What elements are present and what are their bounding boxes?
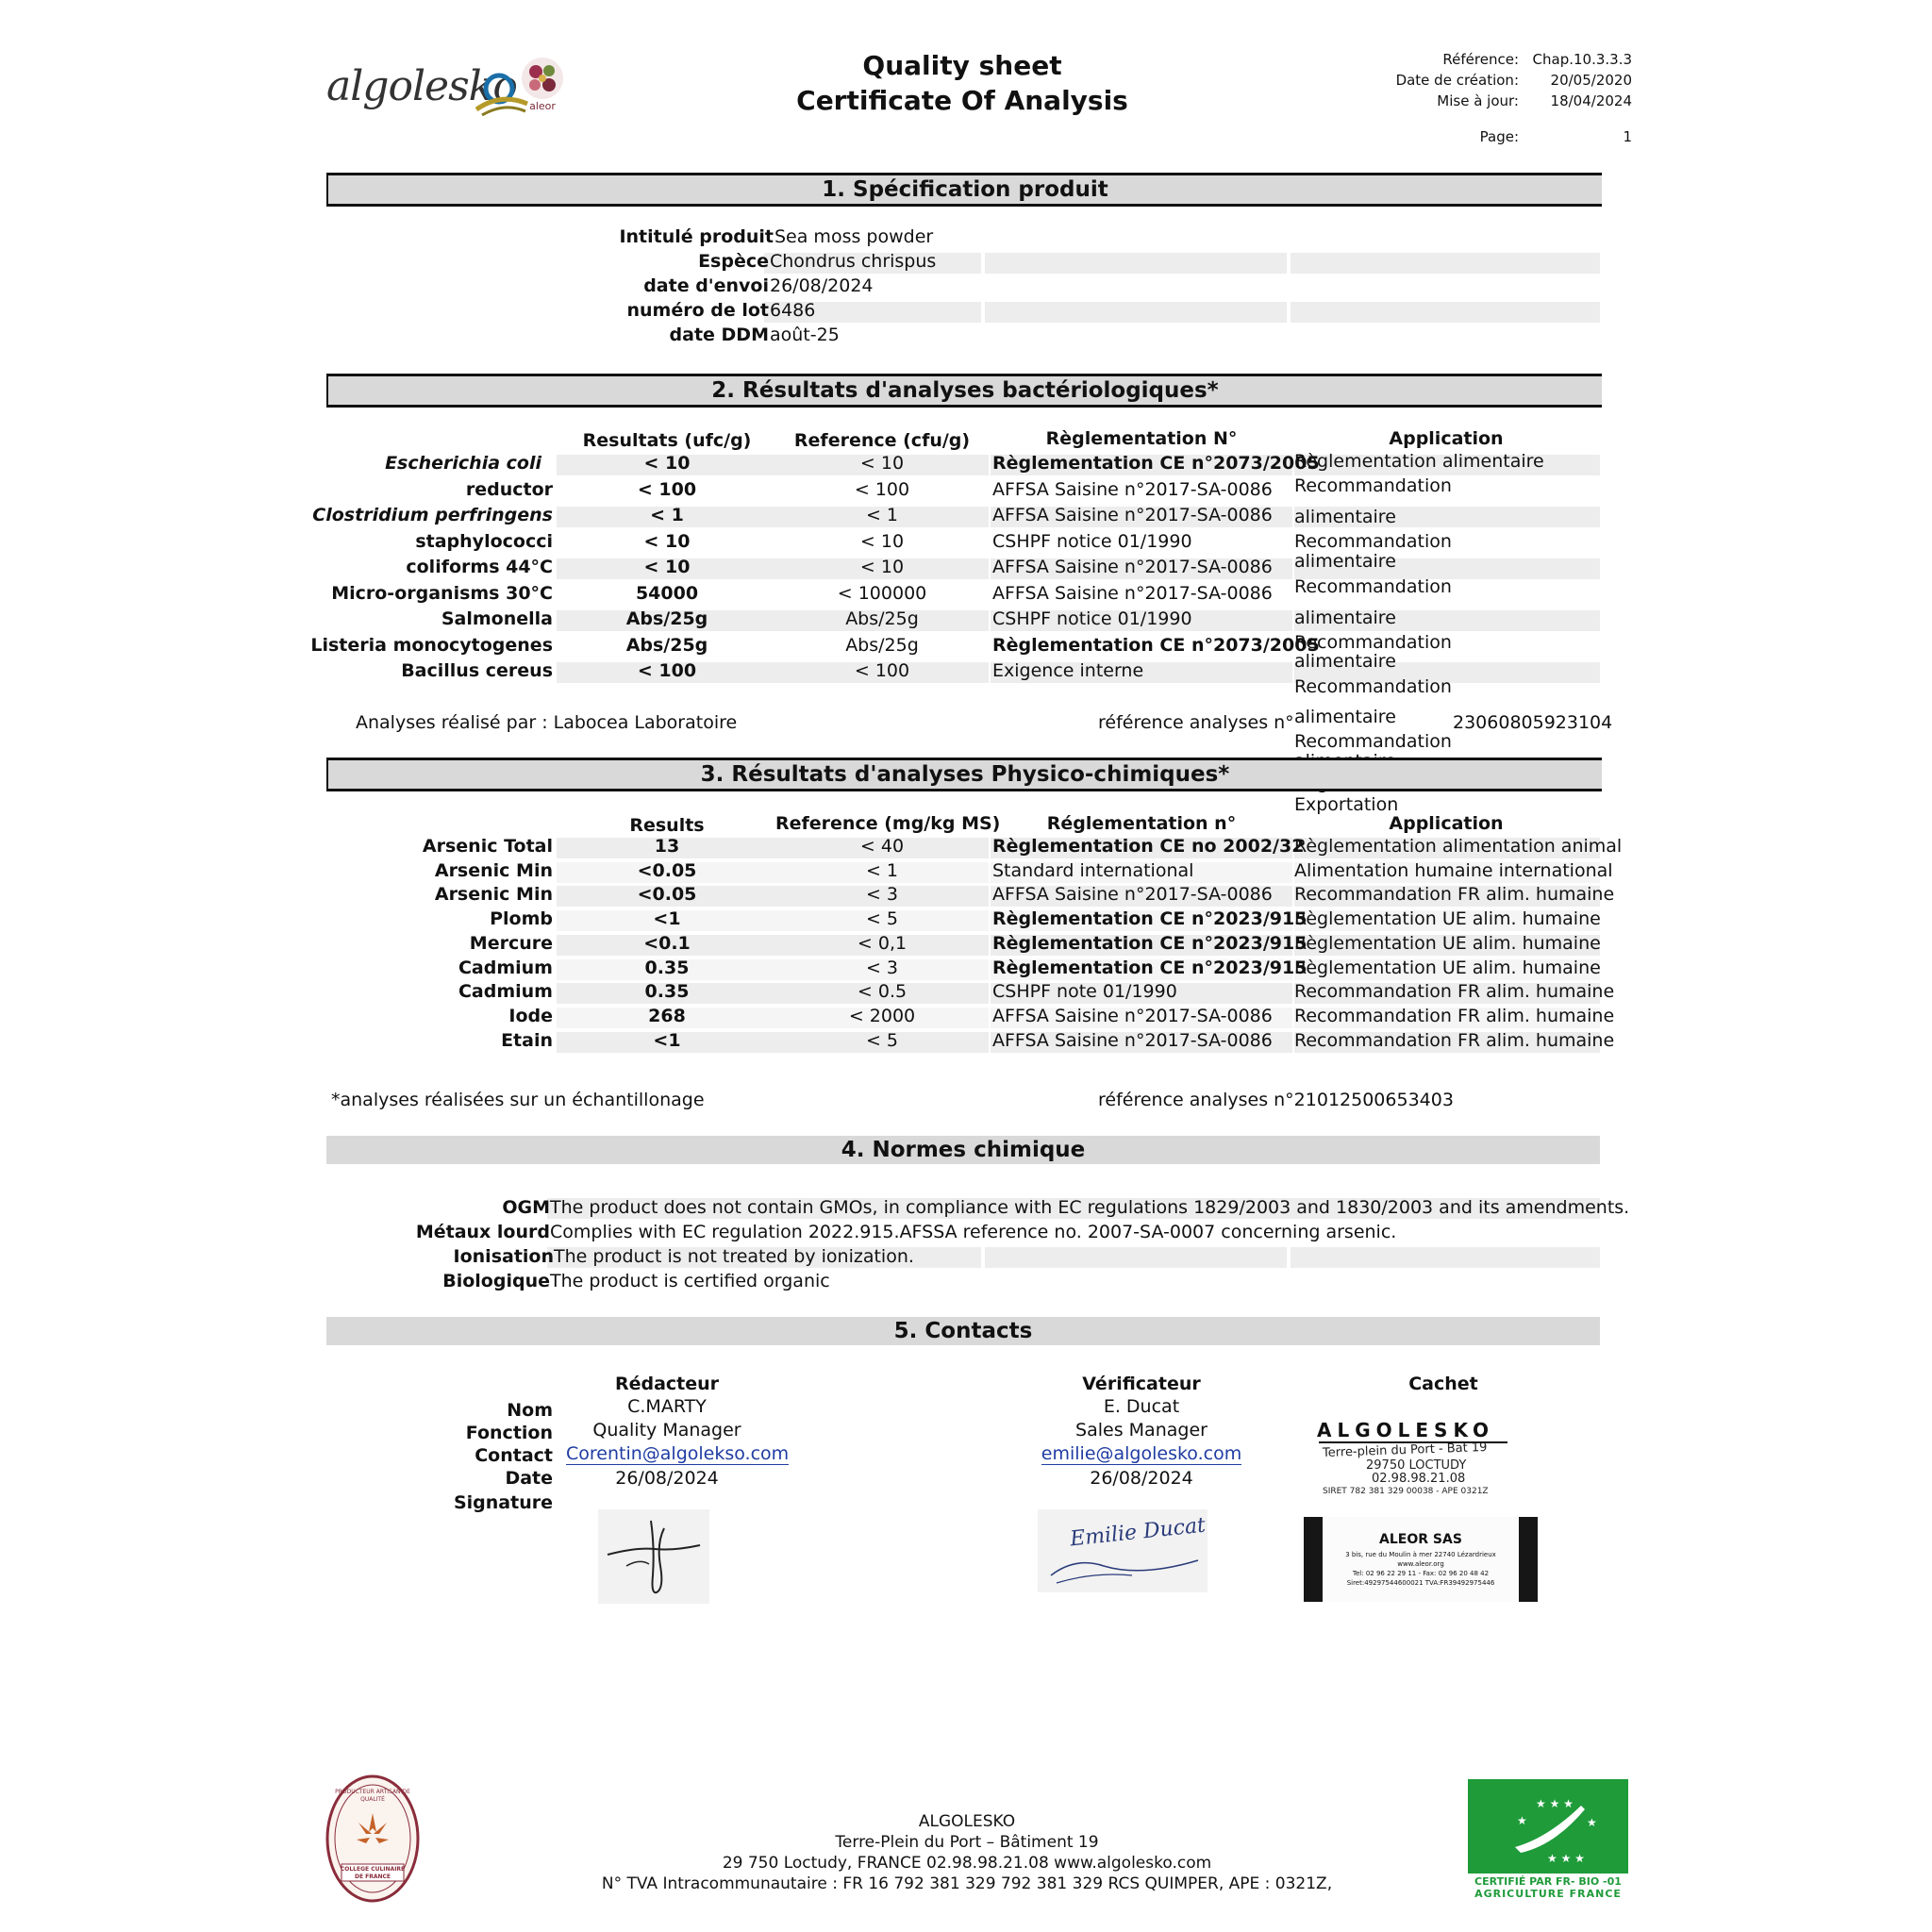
s1-bg-row4b <box>985 302 1287 323</box>
meta-label-reference: Référence: <box>1442 51 1519 68</box>
aleor-flower-icon <box>519 55 566 102</box>
s3-col-regulation: Réglementation n° <box>1046 813 1237 834</box>
verificateur-name: E. Ducat <box>1103 1396 1180 1417</box>
bact-regulation: Règlementation CE n°2073/2005 <box>992 453 1320 474</box>
bact-application-line: alimentaire <box>1294 608 1396 628</box>
bact-result: 54000 <box>635 583 699 604</box>
page-label: Page: <box>1479 128 1519 145</box>
col-redacteur: Rédacteur <box>614 1374 720 1394</box>
page-number: 1 <box>1623 128 1632 145</box>
phys-application: Règlementation UE alim. humaine <box>1294 933 1601 954</box>
bact-result: < 100 <box>637 660 697 681</box>
stamp2-line5: Siret:49297544600021 TVA:FR39492975446 <box>1346 1579 1495 1587</box>
bact-regulation: AFFSA Saisine n°2017-SA-0086 <box>992 505 1273 525</box>
logo-text: algolesko <box>326 62 517 110</box>
bact-application-line: alimentaire <box>1294 551 1396 572</box>
bact-reference: < 10 <box>859 453 905 474</box>
verificateur-contact-wrap <box>1038 1443 1245 1465</box>
spec-value-ddm: août-25 <box>770 325 840 345</box>
phys-reference: < 3 <box>865 884 899 905</box>
phys-regulation: AFFSA Saisine n°2017-SA-0086 <box>992 1006 1273 1026</box>
doc-title-line1: Quality sheet <box>862 50 1062 81</box>
redacteur-function: Quality Manager <box>592 1420 741 1441</box>
bact-reference: < 100 <box>854 660 910 681</box>
svg-text:★ ★ ★: ★ ★ ★ <box>1547 1852 1585 1865</box>
contact-label-name: Nom <box>507 1400 553 1421</box>
footer-city: 29 750 Loctudy, FRANCE 02.98.98.21.08 www.algolesko.com <box>722 1854 1212 1873</box>
svg-text:★ ★ ★: ★ ★ ★ <box>1536 1797 1574 1810</box>
phys-regulation: Standard international <box>992 860 1194 881</box>
norm-label-metals: Métaux lourd <box>415 1222 550 1242</box>
bact-reference: < 1 <box>865 505 899 525</box>
phys-analyte-name: Arsenic Total <box>422 836 553 857</box>
section2-title: 2. Résultats d'analyses bactériologiques* <box>326 374 1602 408</box>
phys-reference: < 5 <box>865 1030 899 1051</box>
phys-analyte-name: Cadmium <box>458 958 553 978</box>
stamp-aleor <box>1304 1517 1538 1602</box>
phys-result: <0.05 <box>637 884 697 905</box>
phys-regulation: Règlementation CE n°2023/915 <box>992 933 1307 954</box>
stamp2-line1: ALEOR SAS <box>1379 1532 1462 1547</box>
bact-reference: < 100000 <box>837 583 927 604</box>
bact-application-line: Recommandation <box>1294 475 1452 496</box>
meta-label-update: Mise à jour: <box>1437 92 1519 109</box>
s1-bg-row4c <box>1291 302 1600 323</box>
bact-analyte-name: coliforms 44°C <box>406 557 553 577</box>
phys-analyte-name: Arsenic Min <box>434 884 553 905</box>
stamp2-bar-left <box>1304 1517 1323 1602</box>
footer-address: Terre-Plein du Port – Bâtiment 19 <box>835 1833 1099 1852</box>
phys-application: Recommandation FR alim. humaine <box>1294 1030 1615 1051</box>
s3-col-result: Results <box>629 815 705 836</box>
phys-reference: < 0,1 <box>857 933 908 954</box>
bact-application-line: Exportation <box>1294 794 1399 815</box>
footnote-sampling: *analyses réalisées sur un échantillonage <box>331 1090 705 1110</box>
footer-vat: N° TVA Intracommunautaire : FR 16 792 381 329 792 381 329 RCS QUIMPER, APE : 0321Z, <box>601 1874 1333 1893</box>
meta-value-update: 18/04/2024 <box>1550 92 1632 109</box>
aleor-logo <box>519 55 566 117</box>
s2-col-result: Resultats (ufc/g) <box>582 430 752 451</box>
phys-result: 0.35 <box>644 981 690 1002</box>
bact-analyte-name: staphylococci <box>415 531 553 552</box>
stamp2-bar-right <box>1519 1517 1538 1602</box>
meta-value-creation: 20/05/2020 <box>1550 72 1632 89</box>
phys-reference: < 1 <box>865 860 899 881</box>
bact-ref-label: référence analyses n° <box>1098 712 1294 733</box>
bact-application-line: Recommandation <box>1294 632 1452 653</box>
bact-reference: < 10 <box>859 557 905 577</box>
stamp1-line4: 02.98.98.21.08 <box>1372 1472 1466 1486</box>
analyses-by: Analyses réalisé par : Labocea Laboratoire <box>356 712 738 733</box>
spec-value-send-date: 26/08/2024 <box>770 275 874 296</box>
bact-result: < 10 <box>643 453 691 474</box>
norm-value-ogm: The product does not contain GMOs, in compliance with EC regulations 1829/2003 and 1830/2003 and its amendments. <box>550 1197 1630 1218</box>
stamp1-line1: ALGOLESKO <box>1317 1419 1495 1441</box>
phys-application: Règlementation UE alim. humaine <box>1294 958 1601 978</box>
eu-organic-leaf-icon <box>1468 1779 1628 1874</box>
norm-value-organic: The product is certified organic <box>550 1271 830 1291</box>
phys-analyte-name: Mercure <box>469 933 553 954</box>
redacteur-name: C.MARTY <box>627 1396 707 1417</box>
bact-application-line: Recommandation <box>1294 676 1452 697</box>
spec-value-species: Chondrus chrispus <box>770 251 937 272</box>
bact-regulation: AFFSA Saisine n°2017-SA-0086 <box>992 583 1273 604</box>
bact-application-line: Recommandation <box>1294 576 1452 597</box>
svg-text:★: ★ <box>1517 1814 1527 1827</box>
bact-result: < 10 <box>643 531 691 552</box>
doc-title-line2: Certificate Of Analysis <box>796 85 1128 116</box>
bact-reference: < 100 <box>854 479 910 500</box>
spec-label-species: Espèce <box>698 251 769 272</box>
spec-label-product: Intitulé produit <box>619 226 774 247</box>
phys-result: 0.35 <box>644 958 690 978</box>
norm-value-ionisation: The product is not treated by ionization. <box>554 1246 914 1267</box>
bact-regulation: CSHPF notice 01/1990 <box>992 608 1192 629</box>
bact-analyte-name: reductor <box>465 479 553 500</box>
bact-application-line: alimentaire <box>1294 707 1396 727</box>
s4-bg-row3b <box>985 1247 1287 1268</box>
bact-analyte-name: Clostridium perfringens <box>312 505 553 525</box>
phys-application: Recommandation FR alim. humaine <box>1294 981 1615 1002</box>
stamp2-line4: Tel: 02 96 22 29 11 - Fax: 02 96 20 48 42 <box>1352 1570 1490 1577</box>
bact-result: < 10 <box>643 557 691 577</box>
section4-title: 4. Normes chimique <box>326 1136 1600 1164</box>
spec-label-ddm: date DDM <box>669 325 769 345</box>
contact-label-function: Fonction <box>465 1423 553 1443</box>
signature-verificateur <box>1038 1509 1208 1592</box>
phys-reference: < 40 <box>859 836 905 857</box>
verificateur-date: 26/08/2024 <box>1090 1468 1193 1489</box>
phys-analyte-name: Iode <box>508 1006 553 1026</box>
contact-label-date: Date <box>505 1468 553 1489</box>
bact-application-line: Recommandation <box>1294 531 1452 552</box>
phys-regulation: AFFSA Saisine n°2017-SA-0086 <box>992 1030 1273 1051</box>
aleor-label: aleor <box>529 100 556 112</box>
meta-value-reference: Chap.10.3.3.3 <box>1532 51 1632 68</box>
bact-application-line: Recommandation <box>1294 731 1452 752</box>
bact-analyte-name: Escherichia coli <box>385 453 541 474</box>
bact-analyte-name: Salmonella <box>441 608 553 629</box>
bact-reference: < 10 <box>859 531 905 552</box>
eu-label2: AGRICULTURE FRANCE <box>1474 1888 1622 1900</box>
phys-reference: < 0.5 <box>857 981 908 1002</box>
eu-organic-badge <box>1468 1779 1628 1900</box>
bact-regulation: Règlementation CE n°2073/2005 <box>992 635 1320 656</box>
norm-label-ogm: OGM <box>502 1197 550 1218</box>
phys-application: Alimentation humaine international <box>1294 860 1613 881</box>
eu-label1: CERTIFIÉ PAR FR- BIO -01 <box>1474 1875 1622 1888</box>
section5-title: 5. Contacts <box>326 1317 1600 1345</box>
phys-regulation: AFFSA Saisine n°2017-SA-0086 <box>992 884 1273 905</box>
phys-result: <1 <box>653 908 681 929</box>
algolesko-logo <box>326 57 517 123</box>
redacteur-email-link[interactable]: Corentin@algolekso.com <box>566 1443 790 1464</box>
redacteur-date: 26/08/2024 <box>615 1468 719 1489</box>
spec-label-lot: numéro de lot <box>626 300 769 321</box>
norm-label-organic: Biologique <box>442 1271 550 1291</box>
phys-analyte-name: Cadmium <box>458 981 553 1002</box>
phys-application: Règlementation UE alim. humaine <box>1294 908 1601 929</box>
signature-verificateur-stroke <box>1038 1538 1208 1592</box>
phys-result: 13 <box>654 836 680 857</box>
s1-bg-row2b <box>985 253 1287 274</box>
signature-redacteur <box>598 1509 709 1604</box>
bact-regulation: AFFSA Saisine n°2017-SA-0086 <box>992 479 1273 500</box>
bact-regulation: AFFSA Saisine n°2017-SA-0086 <box>992 557 1273 577</box>
phys-result: <1 <box>653 1030 681 1051</box>
artisan-badge-bottom: COLLEGE CULINAIRE <box>340 1866 406 1873</box>
signature-verificateur-text: Emilie Ducat <box>1069 1513 1208 1552</box>
phys-regulation: Règlementation CE n°2023/915 <box>992 908 1307 929</box>
col-verificateur: Vérificateur <box>1082 1374 1201 1394</box>
bact-application-line: alimentaire <box>1294 507 1396 527</box>
bact-ref-value: 23060805923104 <box>1453 712 1613 733</box>
stamp2-line3: www.aleor.org <box>1397 1560 1444 1568</box>
phys-reference: < 2000 <box>848 1006 916 1026</box>
phys-analyte-name: Etain <box>501 1030 553 1051</box>
norm-label-ionisation: Ionisation <box>453 1246 554 1267</box>
meta-label-creation: Date de création: <box>1395 72 1519 89</box>
phys-reference: < 3 <box>865 958 899 978</box>
phys-regulation: CSHPF note 01/1990 <box>992 981 1177 1002</box>
artisan-badge-top: PRODUCTEUR ARTISAN DE QUALITÉ <box>335 1789 410 1803</box>
stamp2-line2: 3 bis, rue du Moulin à mer 22740 Lézardrieux <box>1345 1551 1496 1558</box>
artisan-badge-bottom2: DE FRANCE <box>354 1874 391 1880</box>
norm-value-metals: Complies with EC regulation 2022.915.AFSSA reference no. 2007-SA-0007 concerning arsenic. <box>550 1222 1397 1242</box>
stamp1-line5: SIRET 782 381 329 00038 - APE 0321Z <box>1323 1487 1489 1496</box>
bact-reference: Abs/25g <box>845 635 919 656</box>
section3-title: 3. Résultats d'analyses Physico-chimiques* <box>326 758 1602 791</box>
col-cachet: Cachet <box>1408 1374 1478 1394</box>
contact-label-signature: Signature <box>453 1492 553 1513</box>
stamp1-line3: 29750 LOCTUDY <box>1366 1458 1467 1473</box>
phys-application: Recommandation FR alim. humaine <box>1294 884 1615 905</box>
spec-label-send-date: date d'envoi <box>643 275 769 296</box>
bact-analyte-name: Bacillus cereus <box>401 660 553 681</box>
bact-application-line: alimentaire <box>1294 651 1396 672</box>
stamp1-line2: Terre-plein du Port - Bat 19 <box>1322 1440 1488 1461</box>
bact-analyte-name: Micro-organisms 30°C <box>331 583 553 604</box>
phys-analyte-name: Plomb <box>490 908 553 929</box>
s4-bg-row3c <box>1291 1247 1600 1268</box>
spec-value-lot: 6486 <box>770 300 816 321</box>
phys-analyte-name: Arsenic Min <box>434 860 553 881</box>
bact-result: < 1 <box>650 505 684 525</box>
phys-application: Recommandation FR alim. humaine <box>1294 1006 1615 1026</box>
spec-value-product: Sea moss powder <box>774 226 934 247</box>
bact-analyte-name: Listeria monocytogenes <box>310 635 553 656</box>
phys-regulation: Règlementation CE n°2023/915 <box>992 958 1307 978</box>
bact-result: Abs/25g <box>625 608 708 629</box>
phys-application: Règlementation alimentation animal <box>1294 836 1623 857</box>
phys-result: <0.05 <box>637 860 697 881</box>
s1-bg-row2c <box>1291 253 1600 274</box>
redacteur-contact-wrap <box>566 1443 790 1465</box>
bact-result: Abs/25g <box>625 635 708 656</box>
bact-application-line: Règlementation alimentaire <box>1294 451 1544 472</box>
phys-result: 268 <box>648 1006 686 1026</box>
s3-col-reference: Reference (mg/kg MS) <box>775 813 1001 834</box>
bact-reference: Abs/25g <box>845 608 919 629</box>
phys-result: <0.1 <box>643 933 691 954</box>
footer-company: ALGOLESKO <box>918 1812 1016 1831</box>
verificateur-email-link[interactable]: emilie@algolesko.com <box>1041 1443 1242 1464</box>
verificateur-function: Sales Manager <box>1075 1420 1208 1441</box>
section1-title: 1. Spécification produit <box>326 173 1602 207</box>
bact-regulation: Exigence interne <box>992 660 1144 681</box>
stamp-algolesko <box>1311 1419 1519 1498</box>
bact-result: < 100 <box>637 479 697 500</box>
s2-col-application: Application <box>1389 428 1504 449</box>
s2-col-regulation: Règlementation N° <box>1045 428 1238 449</box>
artisan-badge <box>325 1774 421 1904</box>
phys-regulation: Règlementation CE no 2002/32 <box>992 836 1305 857</box>
phys-ref: référence analyses n°21012500653403 <box>1098 1090 1454 1110</box>
contact-label-contact: Contact <box>475 1445 553 1466</box>
phys-reference: < 5 <box>865 908 899 929</box>
s3-col-application: Application <box>1389 813 1504 834</box>
bact-regulation: CSHPF notice 01/1990 <box>992 531 1192 552</box>
s2-col-reference: Reference (cfu/g) <box>793 430 971 451</box>
svg-text:★: ★ <box>1587 1816 1597 1829</box>
